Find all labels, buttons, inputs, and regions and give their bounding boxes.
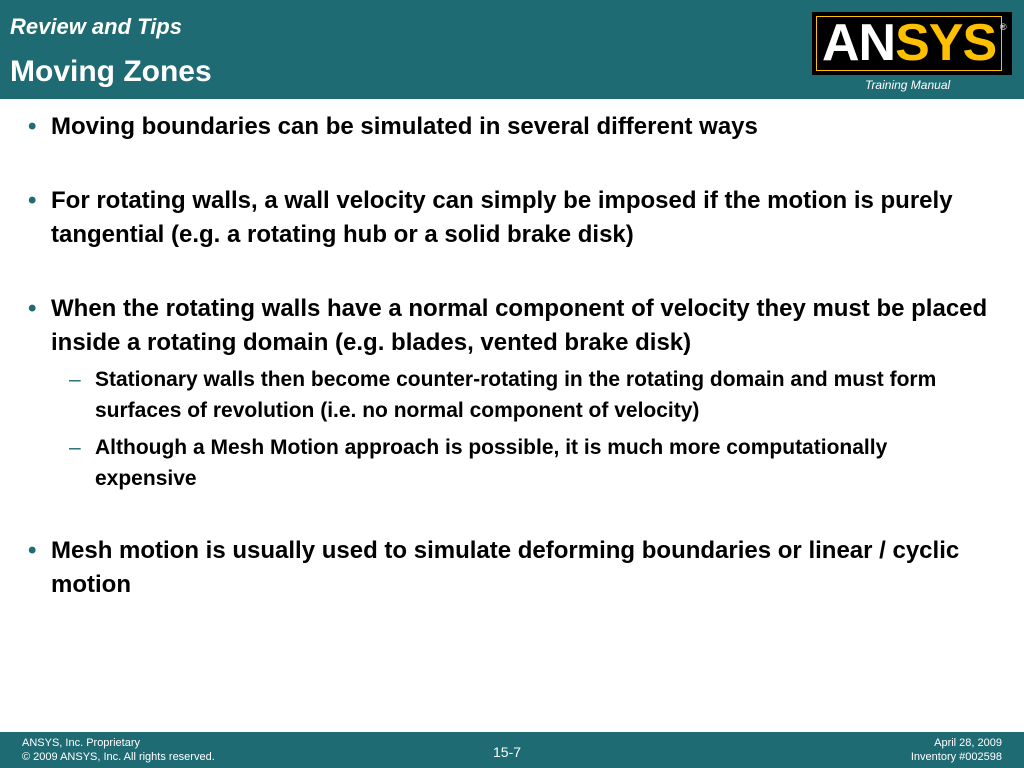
ansys-logo	[812, 12, 1012, 75]
slide-content	[28, 110, 998, 642]
sub-bullet-text: Although a Mesh Motion approach is possible, it is much more computationally expensive	[95, 436, 888, 490]
sub-bullet-marker: –	[69, 368, 81, 391]
bullet-item	[28, 110, 998, 144]
logo-text-yellow: SYS	[895, 14, 997, 72]
bullet-text: Moving boundaries can be simulated in several different ways	[51, 113, 758, 140]
bullet-marker: •	[28, 113, 37, 140]
bullet-marker: •	[28, 537, 37, 564]
logo-text	[822, 16, 996, 71]
bullet-item	[28, 184, 998, 252]
sub-bullet-marker: –	[69, 436, 81, 459]
bullet-marker: •	[28, 187, 37, 214]
date-label: April 28, 2009	[934, 737, 1002, 749]
copyright-label: © 2009 ANSYS, Inc. All rights reserved.	[22, 751, 215, 763]
logo-text-white: AN	[822, 14, 896, 72]
slide-title: Moving Zones	[10, 55, 212, 88]
sub-bullet-text: Stationary walls then become counter-rotating in the rotating domain and must form surfaces of revolution (i.e. no normal component of velocity)	[95, 368, 937, 422]
inventory-label: Inventory #002598	[910, 751, 1002, 763]
bullet-item	[28, 534, 998, 602]
proprietary-label: ANSYS, Inc. Proprietary	[22, 737, 140, 749]
bullet-text: When the rotating walls have a normal component of velocity they must be placed inside a rotating domain (e.g. blades, vented brake disk)	[51, 295, 988, 356]
sub-bullet-list	[28, 364, 998, 494]
bullet-item	[28, 292, 998, 360]
bullet-text: For rotating walls, a wall velocity can simply be imposed if the motion is purely tangential (e.g. a rotating hub or a solid brake disk)	[51, 187, 953, 248]
page-number: 15-7	[493, 744, 522, 760]
sub-bullet-item	[28, 432, 990, 494]
bullet-text: Mesh motion is usually used to simulate deforming boundaries or linear / cyclic motion	[51, 537, 960, 598]
header-bar	[0, 0, 1024, 99]
sub-bullet-item	[28, 364, 990, 426]
section-title: Review and Tips	[10, 14, 182, 39]
registered-mark: ®	[1000, 22, 1007, 32]
footer-bar	[0, 732, 1024, 768]
bullet-marker: •	[28, 295, 37, 322]
training-manual-label: Training Manual	[865, 78, 951, 92]
